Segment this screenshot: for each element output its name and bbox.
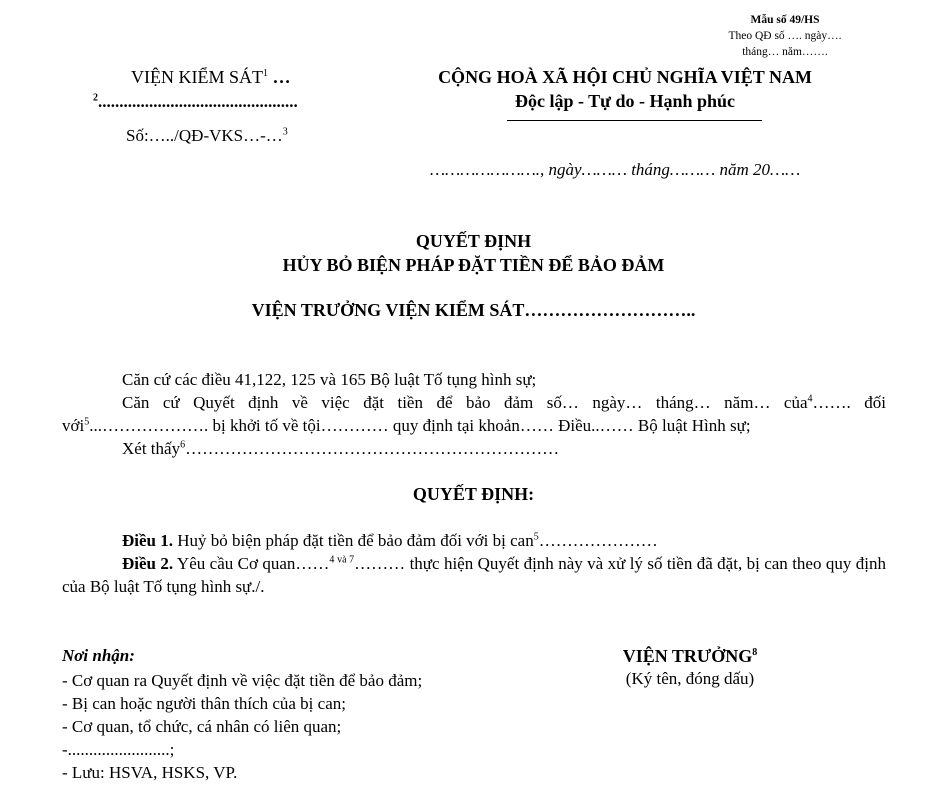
article-1: Điều 1. Huỷ bỏ biện pháp đặt tiền để bảo đảm đối với bị can$^5$………………… — [122, 531, 658, 550]
recipients-heading: Nơi nhận: — [62, 646, 135, 665]
preamble-consideration: Xét thấy$^6$………………………………………………………… — [122, 439, 560, 458]
form-ref-line1: Theo QĐ số …. ngày…. — [728, 30, 842, 42]
list-item: - Cơ quan ra Quyết định về việc đặt tiền để bảo đảm; — [62, 671, 423, 690]
form-code: Mẫu số 49/HS — [750, 14, 820, 26]
preamble-prior-decision: Căn cứ Quyết định về việc đặt tiền để bảo đảm số… ngày… tháng… năm… của$^4$……. đối với$^5$...………………. bị khởi tố về tội………… quy định tại khoản…… Điều..…… Bộ luật Hình sự; — [62, 393, 886, 435]
agency-text: VIỆN KIỂM SÁT — [131, 67, 263, 87]
document-title: QUYẾT ĐỊNH — [415, 231, 532, 251]
document-number — [126, 126, 288, 146]
footnote-8: 8 — [752, 647, 758, 658]
footnote-4-7: 4 và 7 — [329, 554, 355, 566]
footnote-4: 4 — [807, 393, 813, 405]
preamble-legal-basis: Căn cứ các điều 41,122, 125 và 165 Bộ luật Tố tụng hình sự; — [122, 370, 537, 389]
document-subtitle: HỦY BỎ BIỆN PHÁP ĐẶT TIỀN ĐỂ BẢO ĐẢM — [282, 255, 665, 275]
recipients-list — [62, 669, 422, 784]
article-2: Điều 2. Yêu cầu Cơ quan……$^{4 và 7}$……… thực hiện Quyết định này và xử lý số tiền đã đặt, bị can theo quy định của Bộ luật Tố tụng hình sự./. — [62, 554, 887, 596]
footnote-5b: 5 — [533, 531, 539, 543]
agency-sub-dots: ............................................... — [98, 92, 298, 111]
agency-dots: … — [268, 67, 291, 87]
list-item: - Cơ quan, tổ chức, cá nhân có liên quan; — [62, 717, 342, 736]
article-1-label: Điều 1. — [122, 531, 173, 550]
agency-sub-line — [93, 92, 298, 112]
issuing-authority: VIỆN TRƯỞNG VIỆN KIỂM SÁT……………………….. — [251, 300, 696, 320]
date-line: …………………., ngày……… tháng……… năm 20…… — [430, 160, 801, 179]
list-item: - Lưu: HSVA, HSKS, VP. — [62, 763, 238, 782]
footnote-1: 1 — [263, 68, 268, 79]
nation-name: CỘNG HOÀ XÃ HỘI CHỦ NGHĨA VIỆT NAM — [438, 67, 812, 87]
signature-note: (Ký tên, đóng dấu) — [625, 669, 755, 688]
footnote-6: 6 — [180, 439, 186, 451]
form-number-block — [700, 12, 870, 60]
signature-title: VIỆN TRƯỞNG$^8$ — [622, 646, 758, 666]
footnote-3: 3 — [282, 126, 288, 138]
document-number-text: Số:…../QĐ-VKS…-… — [126, 126, 283, 145]
list-item: -........................; — [62, 740, 175, 759]
footnote-5: 5 — [84, 416, 90, 428]
national-motto: Độc lập - Tự do - Hạnh phúc — [514, 91, 736, 111]
article-2-label: Điều 2. — [122, 554, 174, 573]
decision-heading: QUYẾT ĐỊNH: — [412, 484, 535, 504]
list-item: - Bị can hoặc người thân thích của bị can; — [62, 694, 346, 713]
footnote-2: 2 — [93, 92, 98, 104]
motto-underline — [507, 120, 762, 121]
form-ref-line2: tháng… năm……. — [742, 46, 828, 58]
agency-name — [131, 67, 291, 88]
